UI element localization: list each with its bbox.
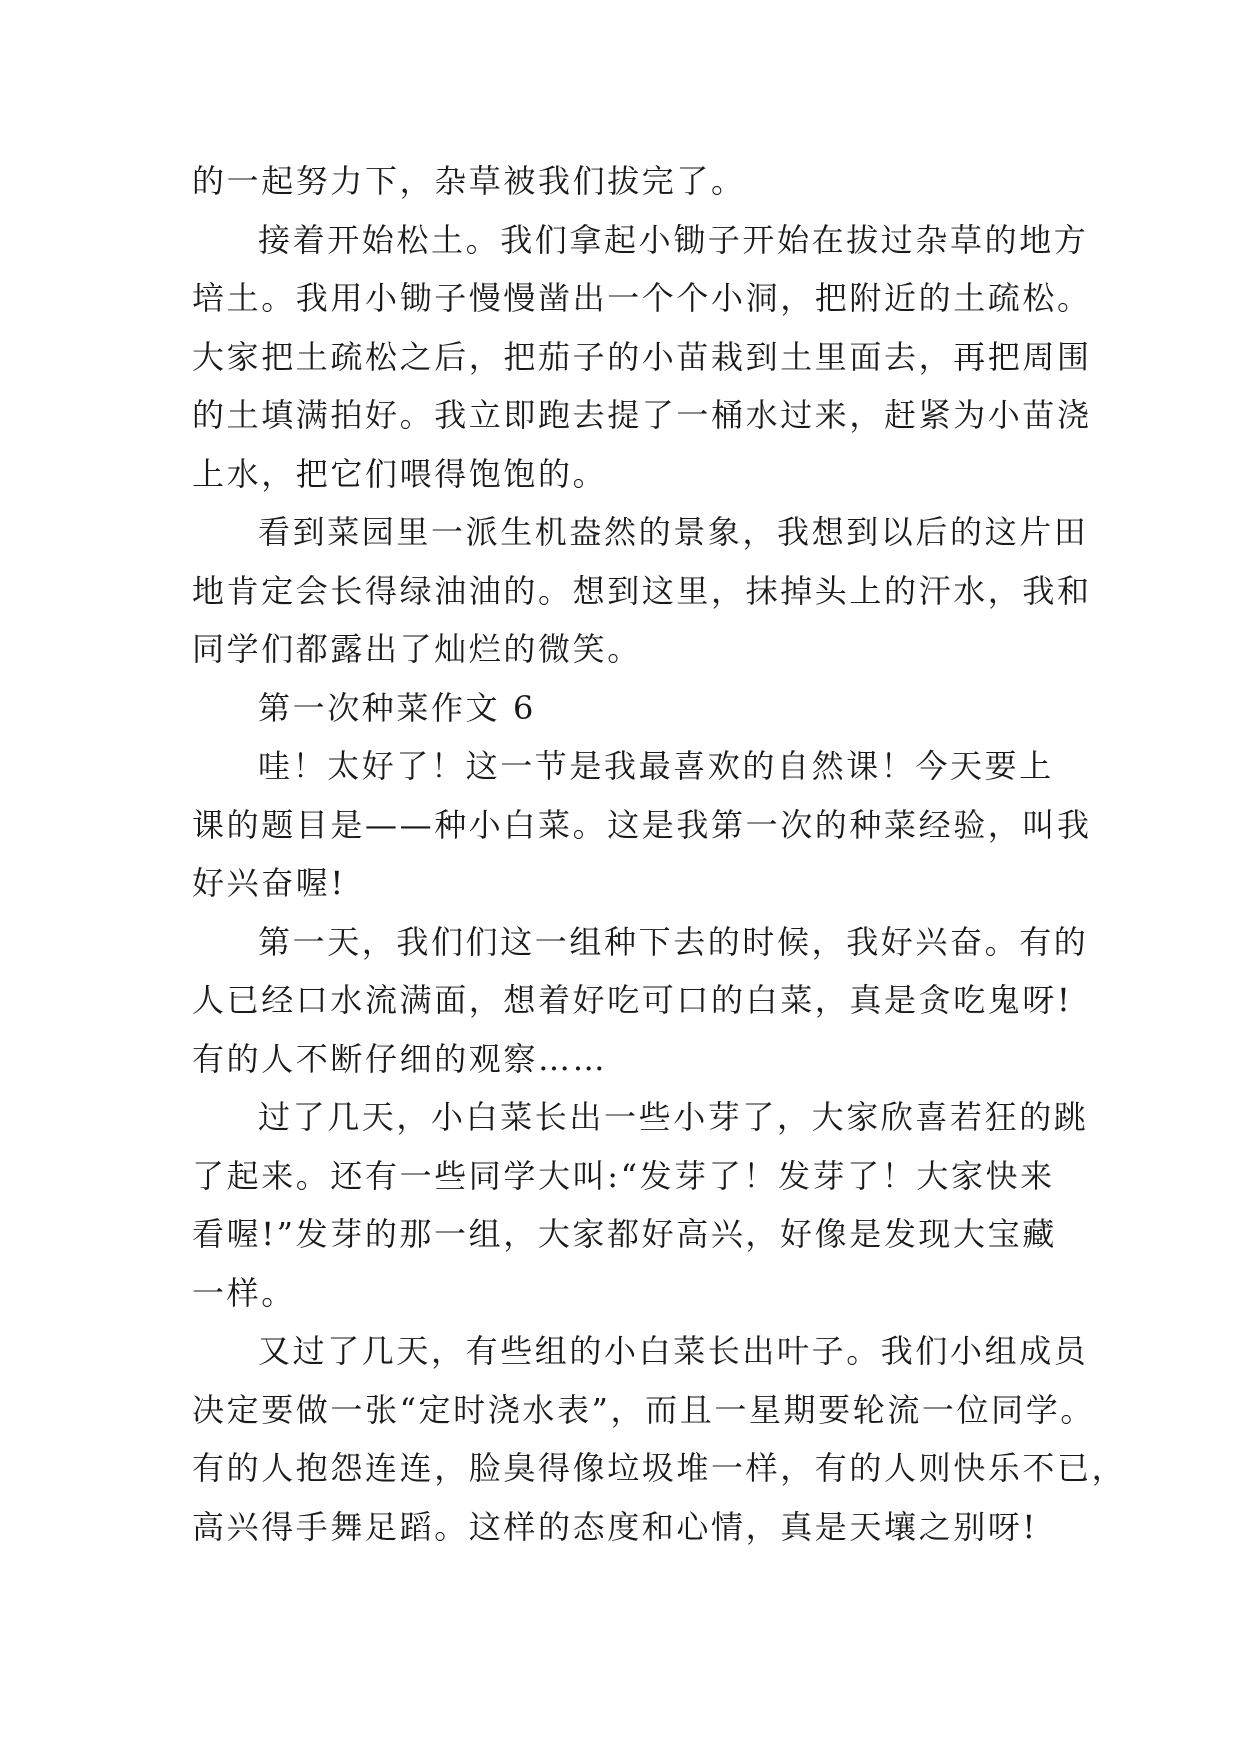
text-line: 好兴奋喔! <box>192 864 346 902</box>
text-line: 的一起努力下，杂草被我们拔完了。 <box>192 162 746 200</box>
text-line: 地肯定会长得绿油油的。想到这里，抹掉头上的汗水，我和 <box>192 571 1092 610</box>
text-line: 有的人抱怨连连，脸臭得像垃圾堆一样，有的人则快乐不已， <box>192 1449 1127 1487</box>
text-line: 决定要做一张“定时浇水表”，而且一星期要轮流一位同学。 <box>192 1390 1095 1429</box>
text-line: 了起来。还有一些同学大叫:“发芽了！发芽了！大家快来 <box>192 1156 1055 1195</box>
text-line: 第一天，我们们这一组种下去的时候，我好兴奋。有的 <box>258 922 1089 961</box>
text-line: 看到菜园里一派生机盎然的景象，我想到以后的这片田 <box>258 513 1089 551</box>
text-line: 过了几天，小白菜长出一些小芽了，大家欣喜若狂的跳 <box>258 1098 1089 1136</box>
text-line: 上水，把它们喂得饱饱的。 <box>192 454 608 493</box>
text-line: 一样。 <box>192 1273 296 1312</box>
text-line: 的土填满拍好。我立即跑去提了一桶水过来，赶紧为小苗浇 <box>192 396 1092 434</box>
text-line: 同学们都露出了灿烂的微笑。 <box>192 630 642 668</box>
text-line: 大家把土疏松之后，把茄子的小苗栽到土里面去，再把周围 <box>192 337 1092 376</box>
text-line: 培土。我用小锄子慢慢凿出一个个小洞，把附近的土疏松。 <box>192 279 1092 317</box>
text-line: 高兴得手舞足蹈。这样的态度和心情，真是天壤之别呀! <box>192 1507 1038 1546</box>
text-line: 人已经口水流满面，想着好吃可口的白菜，真是贪吃鬼呀! <box>192 981 1073 1019</box>
text-line: 接着开始松土。我们拿起小锄子开始在拔过杂草的地方 <box>258 220 1089 259</box>
text-line: 又过了几天，有些组的小白菜长出叶子。我们小组成员 <box>258 1332 1089 1370</box>
text-line: 第一次种菜作文 6 <box>258 688 536 727</box>
text-line: 看喔!”发芽的那一组，大家都好高兴，好像是发现大宝藏 <box>192 1215 1057 1253</box>
text-line: 课的题目是——种小白菜。这是我第一次的种菜经验，叫我 <box>192 805 1092 844</box>
document-body <box>192 152 1127 1556</box>
text-line: 有的人不断仔细的观察…… <box>192 1039 608 1078</box>
text-line: 哇！太好了！这一节是我最喜欢的自然课！今天要上 <box>258 747 1054 785</box>
